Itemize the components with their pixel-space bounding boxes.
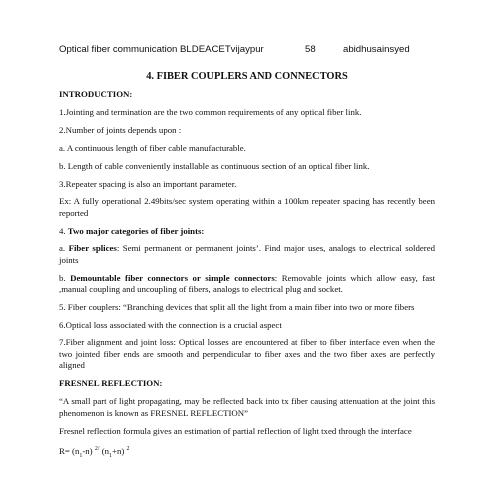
formula-superscript: 2 bbox=[126, 446, 130, 453]
fresnel-formula bbox=[59, 446, 435, 457]
paragraph-10: 5. Fiber couplers: “Branching devices that split all the light from a main fiber into two or more fibers bbox=[59, 301, 415, 312]
paragraph-1: 1.Jointing and termination are the two common requirements of any optical fiber link. bbox=[59, 107, 362, 118]
paragraph-7 bbox=[59, 226, 435, 237]
paragraph-6: Ex: A fully operational 2.49bits/sec system operating within a 100km repeater spacing has recently been reported bbox=[59, 196, 435, 218]
fresnel-heading: FRESNEL REFLECTION: bbox=[59, 378, 163, 388]
header-course-title: Optical fiber communication BLDEACETvijaypur bbox=[59, 44, 264, 55]
header-page-number: 58 bbox=[305, 44, 316, 55]
paragraph-13: “A small part of light propagating, may be reflected back into tx fiber causing attenuation at the joint this phenomenon is known as FRESNEL REFLECTION” bbox=[59, 396, 435, 418]
formula-subscript: 1 bbox=[79, 452, 83, 459]
formula-exponent: 2 bbox=[94, 446, 98, 453]
paragraph-9-text: : Removable joints which allow easy, fast ,manual coupling and uncoupling of fibers, analogs to electrical plug and socket. bbox=[59, 272, 436, 294]
formula-part: (n bbox=[99, 446, 110, 457]
paragraph-9-prefix: b. bbox=[59, 272, 71, 283]
paragraph-12: 7.Fiber alignment and joint loss: Optical losses are encountered at fiber to fiber interface even when the two jointed fiber ends are smooth and perpendicular to fiber axes and the two fiber axes are perfectly aligned bbox=[59, 337, 435, 371]
paragraph-4: b. Length of cable conveniently installable as continuous section of an optical fiber link. bbox=[59, 160, 370, 171]
header-author: abidhusainsyed bbox=[343, 44, 410, 55]
connectors-term: Demountable fiber connectors or simple connectors bbox=[70, 272, 275, 283]
fiber-splices-term: Fiber splices bbox=[68, 243, 117, 254]
formula-slash: / bbox=[97, 446, 100, 453]
paragraph-7-number: 4. bbox=[59, 225, 68, 236]
paragraph-3: a. A continuous length of fiber cable manufacturable. bbox=[59, 143, 246, 153]
formula-subscript: 1 bbox=[109, 452, 113, 459]
formula-part: -n) bbox=[82, 446, 95, 457]
formula-part: R= (n bbox=[59, 446, 80, 457]
paragraph-14: Fresnel reflection formula gives an estimation of partial reflection of light txed through the interface bbox=[59, 425, 412, 436]
paragraph-2: 2.Number of joints depends upon : bbox=[59, 125, 182, 136]
paragraph-8-text: : Semi permanent or permanent joints’. Find major uses, analogs to electrical soldered joints bbox=[59, 243, 435, 265]
formula-part: +n) bbox=[112, 446, 127, 457]
paragraph-8-prefix: a. bbox=[59, 243, 69, 254]
chapter-title: 4. FIBER COUPLERS AND CONNECTORS bbox=[146, 71, 348, 82]
paragraph-11: 6.Optical loss associated with the connection is a crucial aspect bbox=[59, 319, 282, 330]
paragraph-7-heading: Two major categories of fiber joints: bbox=[67, 225, 205, 236]
introduction-heading: INTRODUCTION: bbox=[59, 89, 133, 99]
paragraph-5: 3.Repeater spacing is also an important parameter. bbox=[59, 178, 237, 189]
document-body bbox=[59, 70, 435, 464]
paragraph-9 bbox=[59, 273, 435, 296]
paragraph-8 bbox=[59, 243, 435, 266]
